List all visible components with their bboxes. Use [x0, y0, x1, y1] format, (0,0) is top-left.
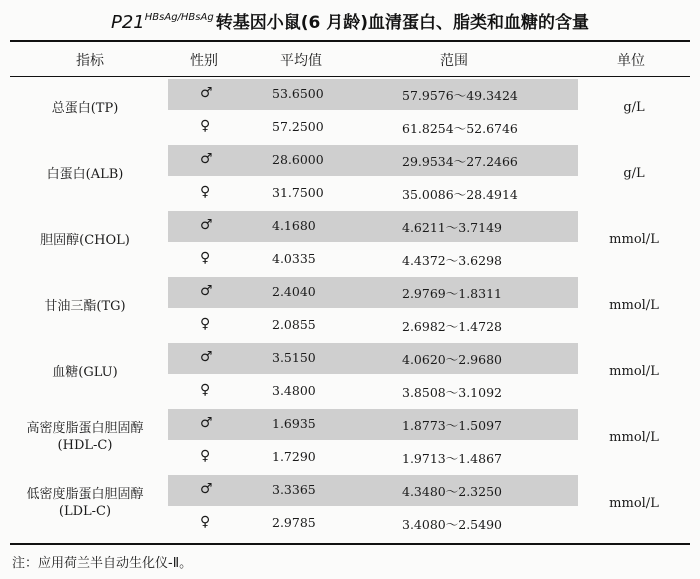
indicator-name: 总蛋白(TP) [51, 101, 119, 116]
indicator-name: 血糖(GLU) [52, 365, 118, 380]
unit-value: mmol/L [609, 496, 659, 511]
male-symbol: ♂ [200, 415, 213, 431]
mean-value: 53.6500 [272, 86, 324, 101]
unit-value: mmol/L [609, 298, 659, 313]
range-value: 3.8508～3.1092 [402, 385, 502, 400]
female-subrow [10, 110, 690, 143]
female-symbol: ♀ [200, 382, 211, 398]
table-row [10, 77, 690, 143]
mean-value: 1.6935 [272, 416, 316, 431]
male-subrow [10, 209, 690, 242]
male-symbol: ♂ [200, 349, 213, 365]
header-sex: 性别 [190, 53, 218, 69]
range-value: 35.0086～28.4914 [402, 187, 518, 202]
title-text: 转基因小鼠(6 月龄)血清蛋白、脂类和血糖的含量 [215, 13, 589, 33]
female-subrow [10, 176, 690, 209]
table-row [10, 407, 690, 473]
range-value: 4.6211～3.7149 [402, 220, 502, 235]
female-subrow [10, 440, 690, 473]
female-symbol: ♀ [200, 118, 211, 134]
male-subrow [10, 341, 690, 374]
header-range: 范围 [440, 53, 468, 69]
indicator-name-line2: (HDL-C) [57, 438, 113, 453]
mean-value: 3.4800 [272, 383, 316, 398]
male-symbol: ♂ [200, 151, 213, 167]
female-subrow [10, 374, 690, 407]
unit-value: mmol/L [609, 364, 659, 379]
mean-value: 31.7500 [272, 185, 324, 200]
indicator-name: 胆固醇(CHOL) [40, 233, 130, 248]
male-subrow [10, 407, 690, 440]
mean-value: 2.9785 [272, 515, 316, 530]
female-symbol: ♀ [200, 448, 211, 464]
unit-value: mmol/L [609, 430, 659, 445]
title-superscript: HBsAg/HBsAg [144, 12, 214, 23]
table-header [10, 42, 690, 76]
range-value: 57.9576～49.3424 [402, 88, 518, 103]
table-row [10, 473, 690, 539]
male-symbol: ♂ [200, 85, 213, 101]
title-prefix: P21 [111, 12, 145, 33]
table-row [10, 341, 690, 407]
indicator-name: 白蛋白(ALB) [46, 167, 124, 182]
range-value: 4.4372～3.6298 [402, 253, 502, 268]
male-symbol: ♂ [200, 481, 213, 497]
table-body [10, 77, 690, 543]
male-symbol: ♂ [200, 283, 213, 299]
male-subrow [10, 275, 690, 308]
table-title [0, 8, 700, 33]
female-subrow [10, 308, 690, 341]
mean-value: 4.1680 [272, 218, 316, 233]
table-row [10, 143, 690, 209]
table-row [10, 275, 690, 341]
range-value: 29.9534～27.2466 [402, 154, 518, 169]
range-value: 4.0620～2.9680 [402, 352, 502, 367]
mean-value: 2.4040 [272, 284, 316, 299]
mean-value: 3.3365 [272, 482, 316, 497]
table-bottom-rule [10, 543, 690, 545]
range-value: 2.6982～1.4728 [402, 319, 502, 334]
male-symbol: ♂ [200, 217, 213, 233]
mean-value: 1.7290 [272, 449, 316, 464]
male-subrow [10, 77, 690, 110]
unit-value: g/L [623, 100, 645, 115]
header-unit: 单位 [617, 53, 645, 69]
table-footnote: 注：应用荷兰半自动生化仪-Ⅱ。 [12, 556, 193, 571]
female-symbol: ♀ [200, 514, 211, 530]
header-indicator: 指标 [76, 53, 104, 69]
mean-value: 3.5150 [272, 350, 316, 365]
header-mean: 平均值 [280, 53, 322, 69]
indicator-name-line1: 低密度脂蛋白胆固醇 [26, 487, 144, 502]
indicator-name: 甘油三酯(TG) [44, 299, 126, 314]
female-subrow [10, 242, 690, 275]
mean-value: 2.0855 [272, 317, 316, 332]
female-symbol: ♀ [200, 316, 211, 332]
female-symbol: ♀ [200, 184, 211, 200]
range-value: 1.9713～1.4867 [402, 451, 502, 466]
mean-value: 28.6000 [272, 152, 324, 167]
table-row [10, 209, 690, 275]
mean-value: 4.0335 [272, 251, 316, 266]
range-value: 61.8254～52.6746 [402, 121, 518, 136]
indicator-name-line1: 高密度脂蛋白胆固醇 [26, 421, 144, 436]
range-value: 1.8773～1.5097 [402, 418, 502, 433]
mean-value: 57.2500 [272, 119, 324, 134]
range-value: 3.4080～2.5490 [402, 517, 502, 532]
range-value: 2.9769～1.8311 [402, 286, 502, 301]
indicator-name-line2: (LDL-C) [58, 504, 112, 519]
male-subrow [10, 143, 690, 176]
male-subrow [10, 473, 690, 506]
female-symbol: ♀ [200, 250, 211, 266]
female-subrow [10, 506, 690, 539]
unit-value: g/L [623, 166, 645, 181]
range-value: 4.3480～2.3250 [402, 484, 502, 499]
unit-value: mmol/L [609, 232, 659, 247]
